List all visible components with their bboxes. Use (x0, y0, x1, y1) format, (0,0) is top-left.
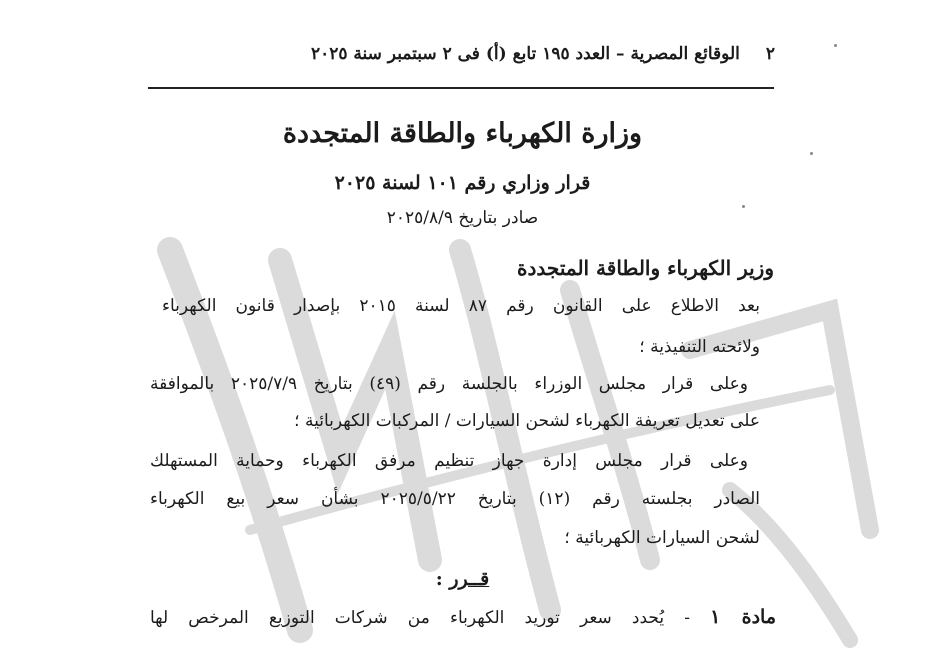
article-1-label: مادة ١ (710, 606, 777, 628)
preamble-line-4: على تعديل تعريفة الكهرباء لشحن السيارات / المركبات الكهربائية ؛ (294, 411, 760, 431)
ministry-title: وزارة الكهرباء والطاقة المتجددة (282, 118, 643, 149)
decree-title: قرار وزاري رقم ١٠١ لسنة ٢٠٢٥ (334, 172, 591, 194)
preamble-line-2: ولائحته التنفيذية ؛ (639, 337, 760, 357)
preamble-line-6: الصادر بجلسته رقم (١٢) بتاريخ ٢٠٢٥/٥/٢٢ بشأن سعر بيع الكهرباء (150, 489, 760, 509)
publication-line: الوقائع المصرية – العدد ١٩٥ تابع (أ) فى ٢ سبتمبر سنة ٢٠٢٥ (310, 44, 740, 64)
minister-heading: وزير الكهرباء والطاقة المتجددة (517, 256, 774, 280)
page-header (150, 44, 775, 64)
preamble-line-7: لشحن السيارات الكهربائية ؛ (564, 528, 760, 548)
article-1-text: - يُحدد سعر توريد الكهرباء من شركات التوزيع المرخص لها (150, 608, 711, 628)
page-number: ٢ (765, 44, 775, 64)
scan-speck (742, 205, 745, 208)
decided-colon: : (435, 568, 450, 590)
preamble-line-3: وعلى قرار مجلس الوزراء بالجلسة رقم (٤٩) بتاريخ ٢٠٢٥/٧/٩ بالموافقة (150, 374, 748, 394)
preamble-line-5: وعلى قرار مجلس إدارة جهاز تنظيم مرفق الكهرباء وحماية المستهلك (150, 451, 748, 471)
preamble-line-1: بعد الاطلاع على القانون رقم ٨٧ لسنة ٢٠١٥ بإصدار قانون الكهرباء (162, 296, 760, 316)
decided-word: قــرر (449, 568, 490, 590)
scan-speck (834, 44, 837, 47)
article-1 (150, 606, 776, 628)
header-divider (148, 87, 774, 89)
issue-date: صادر بتاريخ ٢٠٢٥/٨/٩ (386, 208, 539, 228)
decided-heading (150, 568, 775, 590)
scan-speck (810, 152, 813, 155)
